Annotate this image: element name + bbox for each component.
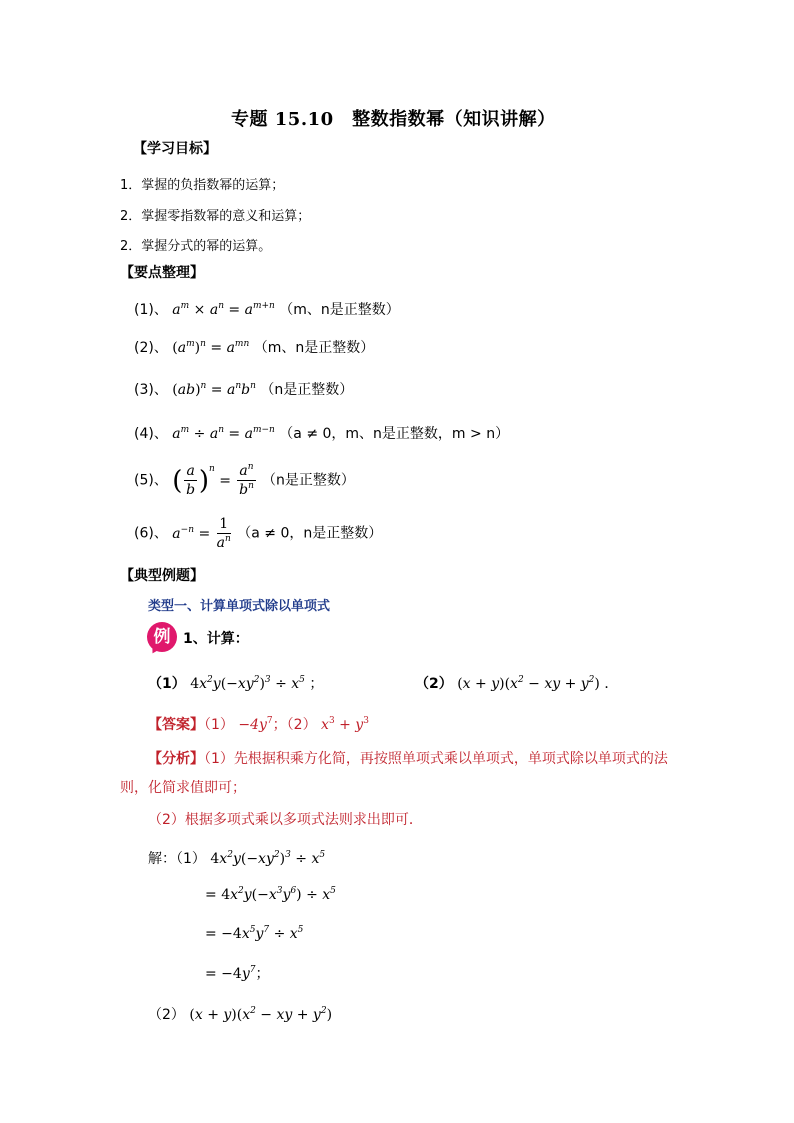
formula-condition: （a ≠ 0，n是正整数） (237, 525, 383, 542)
formula-label: (1)、 (134, 302, 168, 318)
formula-label: (2)、 (134, 340, 168, 356)
solution-line-2 (148, 1004, 332, 1024)
answer-line (148, 714, 369, 734)
question-expression: $4x^2y(-xy^2)^3 \div x^5$ (190, 675, 305, 692)
type-heading: 类型一、计算单项式除以单项式 (148, 599, 331, 614)
answer-tag: 【答案】 (148, 717, 204, 733)
answer-part-1: （1） (204, 717, 234, 733)
analysis-line-2: 则，化简求值即可； (120, 780, 246, 796)
goal-item: 1．掌握的负指数幂的运算； (120, 178, 285, 193)
solution-step: = $4x^2y(-x^3y^6) \div x^5$ (205, 886, 336, 903)
formula-rule-1 (134, 299, 400, 319)
question-label: （2） (415, 676, 453, 692)
formula-condition: （m、n是正整数） (279, 302, 400, 318)
question-expression: $(x + y)(x^2$ − xy + $y^2$) (457, 675, 600, 692)
answer-part-2: ；（2） (272, 717, 317, 733)
goal-item: 2．掌握分式的幂的运算。 (120, 239, 272, 254)
formula-label: (6)、 (134, 525, 168, 542)
analysis-line-3: （2）根据多项式乘以多项式法则求出即可． (148, 812, 423, 828)
example-badge: 例 (147, 622, 177, 652)
solution-expression: $(x + y)(x^2$ − xy + $y^2$) (189, 1006, 333, 1023)
solution-expression: $4x^2y(-xy^2)^3 \div x^5$ (210, 850, 326, 867)
formula-rule-6 (134, 515, 382, 552)
page-title: 专题 15.10 整数指数幂（知识讲解） (231, 109, 556, 130)
answer-expression-1: $-4y^7$ (238, 716, 273, 733)
formula-rule-5 (134, 462, 355, 499)
analysis-line-1 (148, 745, 668, 774)
formula-label: (4)、 (134, 426, 168, 442)
answer-expression-2: $x^3 + y^3$ (321, 716, 369, 733)
formula-condition: （n是正整数） (260, 382, 354, 398)
solution-tag: 解：（1） (148, 851, 206, 867)
formula-condition: （a ≠ 0，m、n是正整数，m > n） (279, 426, 510, 442)
question-1: （1） $4x^2y(-xy^2)^3 \div x^5$ ； (148, 675, 324, 692)
section-key-points: 【要点整理】 (120, 265, 204, 281)
formula-expression: $a^{-n}$ = $\frac{1}{a^n}$ (172, 516, 231, 551)
analysis-text: （1）先根据积乘方化简，再按照单项式乘以单项式，单项式除以单项式的法 (204, 751, 668, 767)
solution-label: （2） (148, 1007, 185, 1023)
solution-line-1 (148, 848, 325, 868)
formula-expression: $(ab)^n = a^nb^n$ (172, 381, 256, 398)
analysis-tag: 【分析】 (148, 751, 204, 767)
example-label: 1、计算： (183, 631, 249, 647)
formula-expression: $a^m \div a^n = a^{m-n}$ (172, 425, 275, 442)
formula-label: (3)、 (134, 382, 168, 398)
formula-rule-2 (134, 337, 374, 357)
formula-rule-3 (134, 379, 353, 399)
question-label: （1） (148, 676, 186, 692)
formula-expression: ( $\frac{a}{b}$ )$^n$ = $\frac{a^n}{b^n}$ (172, 462, 254, 498)
question-2: （2） $(x + y)(x^2$ − xy + $y^2$) ． (415, 675, 619, 692)
formula-label: (5)、 (134, 472, 168, 489)
formula-expression: $(a^m)^n = a^{mn}$ (172, 339, 250, 356)
solution-step: = $-4y^7$； (205, 965, 270, 982)
section-typical-examples: 【典型例题】 (120, 568, 204, 584)
formula-condition: （n是正整数） (262, 472, 355, 489)
section-learning-goals: 【学习目标】 (133, 141, 217, 157)
goal-item: 2．掌握零指数幂的意义和运算； (120, 209, 311, 224)
formula-expression: $a^m \times a^n = a^{m+n}$ (172, 301, 275, 318)
formula-rule-4 (134, 423, 509, 443)
solution-step: = $-4x^5y^7 \div x^5$ (205, 925, 304, 942)
formula-condition: （m、n是正整数） (253, 340, 375, 356)
